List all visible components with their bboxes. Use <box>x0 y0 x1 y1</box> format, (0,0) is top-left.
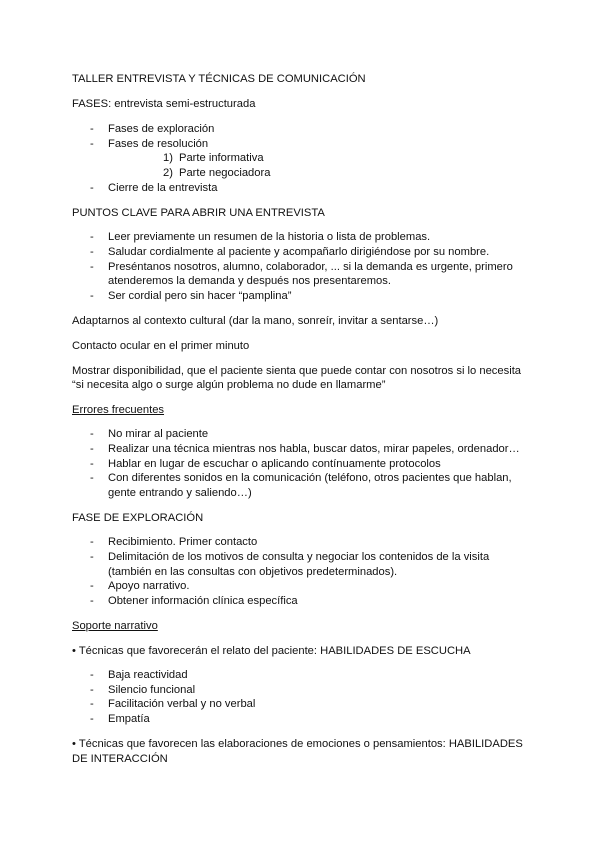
soporte-heading: Soporte narrativo <box>72 620 158 632</box>
document-title: TALLER ENTREVISTA Y TÉCNICAS DE COMUNICACIÓN <box>72 73 366 85</box>
puntos-heading: PUNTOS CLAVE PARA ABRIR UNA ENTREVISTA <box>72 207 325 219</box>
paragraph-mostrar: Mostrar disponibilidad, que el paciente sienta que puede contar con nosotros si lo necesita <box>72 365 522 377</box>
errores-heading: Errores frecuentes <box>72 404 165 416</box>
paragraph-contacto: Contacto ocular en el primer minuto <box>72 340 250 352</box>
interaccion-line: • Técnicas que favorecen las elaboraciones de emociones o pensamientos: HABILIDADES <box>72 738 523 750</box>
interaccion-line-continuation: DE INTERACCIÓN <box>72 753 168 765</box>
exploracion-heading: FASE DE EXPLORACIÓN <box>72 512 204 524</box>
paragraph-mostrar-quote: “si necesita algo o surge algún problema no dude en llamarme” <box>72 379 386 391</box>
escucha-line: • Técnicas que favorecerán el relato del paciente: HABILIDADES DE ESCUCHA <box>72 645 471 657</box>
paragraph-adaptarnos: Adaptarnos al contexto cultural (dar la mano, sonreír, invitar a sentarse…) <box>72 315 439 327</box>
fases-heading: FASES: entrevista semi-estructurada <box>72 98 256 110</box>
